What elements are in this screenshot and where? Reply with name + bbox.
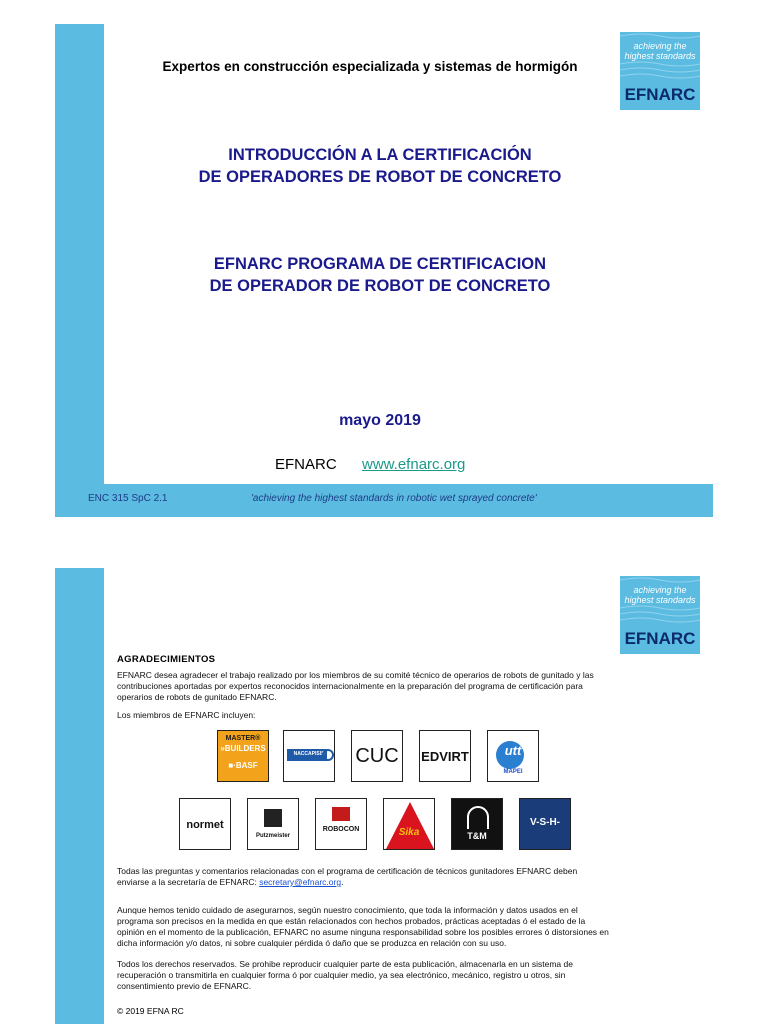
acknowledgement-paragraph: EFNARC desea agradecer el trabajo realizado por los miembros de su comité técnico de operarios de robots de gunitado y las contribuciones aportadas por expertos reconocidos internacionalmente en la preparación del programa de certificación para operarios de robots de gunitado EFNARC. — [117, 670, 594, 702]
slide-title-page — [55, 24, 713, 517]
tm-text: T&M — [467, 831, 487, 841]
member-logo-robocon — [315, 798, 367, 850]
logo-tagline-2: highest standards — [624, 51, 696, 61]
contact-paragraph — [117, 866, 611, 888]
program-title — [145, 253, 615, 297]
efnarc-logo — [620, 32, 700, 110]
intro-title-line1: INTRODUCCIÓN A LA CERTIFICACIÓN — [228, 146, 532, 164]
member-logo-cuc — [351, 730, 403, 782]
cuc-text: CUC — [355, 745, 399, 767]
efnarc-logo — [620, 576, 700, 654]
member-logo-basf — [217, 730, 269, 782]
slide-acknowledgements — [55, 568, 713, 1024]
footer-bar — [55, 484, 713, 517]
rights-paragraph: Todos los derechos reservados. Se prohibe reproducir cualquier parte de esta publicación, almacenarla en un sistema de recuperación o transmitirla en cualquier forma ó por cualquier medio, ya sea electrónico, mecánico, registro u otros, sin consentimiento previo de EFNARC. — [117, 959, 573, 991]
member-logo-vsh — [519, 798, 571, 850]
member-logo-naccapisis — [283, 730, 335, 782]
vsh-text: V-S-H- — [530, 817, 560, 828]
left-accent-band — [55, 568, 104, 1024]
intro-title-line2: DE OPERADORES DE ROBOT DE CONCRETO — [198, 168, 562, 186]
intro-title — [145, 144, 615, 188]
basf-line2: »BUILDERS — [220, 744, 266, 753]
member-logo-utt-mapei — [487, 730, 539, 782]
naccapisis-text: NACCAPISIS — [293, 751, 325, 757]
company-subtitle: Expertos en construcción especializada y sistemas de hormigón — [162, 59, 578, 74]
utt-text: utt — [504, 743, 522, 758]
sika-text: Sika — [398, 827, 420, 838]
secretary-email-link[interactable]: secretary@efnarc.org — [259, 877, 342, 887]
logo-wordmark: EFNARC — [624, 85, 696, 104]
robocon-text: ROBOCON — [322, 826, 360, 833]
logo-tagline-1: achieving the — [633, 41, 687, 51]
logo-tagline-1: achieving the — [633, 585, 687, 595]
basf-line3: ■·BASF — [228, 761, 258, 770]
program-title-line1: EFNARC PROGRAMA DE CERTIFICACION — [213, 255, 547, 273]
copyright-notice: © 2019 EFNA RC — [117, 1006, 184, 1016]
contact-text: Todas las preguntas y comentarios relacionadas con el programa de certificación de técnicos gunitadores EFNARC deben enviarse a la secretaría de EFNARC: — [117, 866, 578, 887]
member-logo-putzmeister — [247, 798, 299, 850]
swirl-icon — [322, 748, 334, 762]
footer-tagline: 'achieving the highest standards in robotic wet sprayed concrete' — [251, 493, 537, 504]
website-link[interactable]: www.efnarc.org — [362, 456, 466, 473]
edvirt-text: EDVIRT — [421, 749, 469, 764]
document-reference: ENC 315 SpC 2.1 — [88, 493, 168, 504]
sika-triangle-icon — [384, 799, 435, 850]
logo-wordmark: EFNARC — [624, 629, 696, 648]
members-intro: Los miembros de EFNARC incluyen: — [117, 710, 256, 720]
member-logo-sika — [383, 798, 435, 850]
basf-line1: MASTER® — [225, 735, 261, 742]
logo-tagline-2: highest standards — [624, 595, 696, 605]
normet-text: normet — [186, 819, 224, 831]
member-logo-edvirt — [419, 730, 471, 782]
program-title-line2: DE OPERADOR DE ROBOT DE CONCRETO — [209, 277, 551, 295]
section-heading: AGRADECIMIENTOS — [117, 654, 216, 665]
publication-date: mayo 2019 — [339, 412, 421, 429]
org-name: EFNARC — [275, 456, 337, 473]
member-logo-normet — [179, 798, 231, 850]
left-accent-band — [55, 24, 104, 517]
mapei-text: MAPEI — [503, 769, 523, 775]
tunnel-arch-icon — [466, 805, 490, 829]
member-logo-tm — [451, 798, 503, 850]
disclaimer-paragraph: Aunque hemos tenido cuidado de asegurarnos, según nuestro conocimiento, que toda la información y datos usados en el programa son precisos en la medida en que están relacionados con hechos probados, prácticas aceptadas ó el estado de la opinión en el momento de la publicación, EFNARC no asume ninguna responsabilidad sobre los posibles errores ó distorsiones en dicha información y/o datos, ni sobre cualquier pérdida ó daño que se produzca en relación con su uso. — [117, 905, 609, 948]
putzmeister-text: Putzmeister — [255, 833, 290, 839]
contact-suffix: . — [341, 877, 344, 887]
